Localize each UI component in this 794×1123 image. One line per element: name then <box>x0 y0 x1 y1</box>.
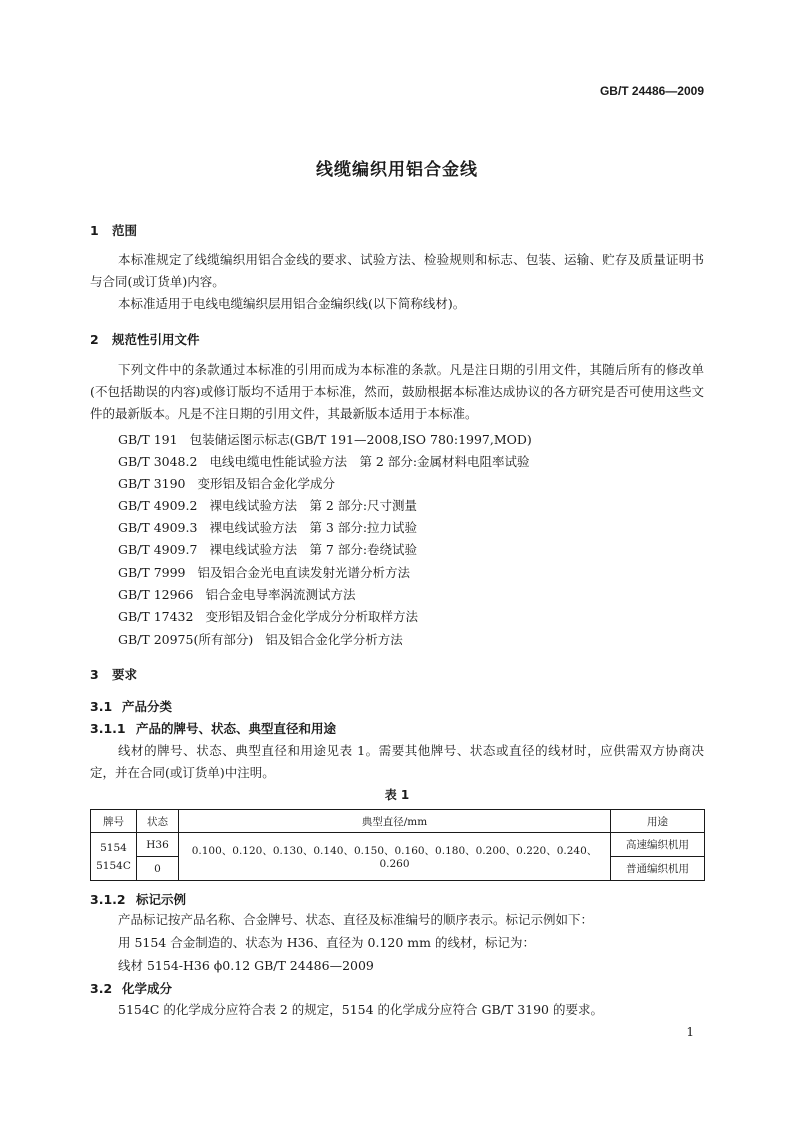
reference-title: 铝及铝合金化学分析方法 <box>265 632 403 647</box>
reference-item <box>118 496 417 514</box>
section-title: 标记示例 <box>136 892 187 907</box>
section-number: 3.1.2 <box>90 892 126 907</box>
section-title: 产品分类 <box>122 699 173 714</box>
table-header-cell: 牌号 <box>91 810 137 833</box>
section-title: 要求 <box>112 667 138 682</box>
reference-code: GB/T 12966 <box>118 587 194 602</box>
section-3-heading <box>90 665 137 683</box>
reference-code: GB/T 7999 <box>118 565 186 580</box>
table-row <box>91 833 705 857</box>
reference-item <box>118 452 530 470</box>
reference-item <box>118 474 335 492</box>
reference-title: 铝合金电导率涡流测试方法 <box>205 587 356 602</box>
table-1 <box>90 809 705 881</box>
reference-code: GB/T 3048.2 <box>118 454 198 469</box>
paragraph: 本标准规定了线缆编织用铝合金线的要求、试验方法、检验规则和标志、包装、运输、贮存及质量证明书与合同(或订货单)内容。 <box>90 252 704 289</box>
reference-code: GB/T 4909.7 <box>118 542 198 557</box>
reference-title: 包装储运图示标志(GB/T 191—2008,ISO 780:1997,MOD) <box>189 432 532 447</box>
section-title: 规范性引用文件 <box>112 332 200 347</box>
reference-item <box>118 430 532 448</box>
reference-code: GB/T 4909.3 <box>118 520 198 535</box>
reference-code: GB/T 4909.2 <box>118 498 198 513</box>
reference-item <box>118 607 418 625</box>
section-number: 3 <box>90 667 99 682</box>
paragraph: 下列文件中的条款通过本标准的引用而成为本标准的条款。凡是注日期的引用文件，其随后所有的修改单(不包括勘误的内容)或修订版均不适用于本标准，然而，鼓励根据本标准达成协议的各方研究是否可使用这些文件的最新版本。凡是不注日期的引用文件，其最新版本适用于本标准。 <box>90 362 704 421</box>
table-cell-diameters: 0.100、0.120、0.130、0.140、0.150、0.160、0.180、0.200、0.220、0.240、0.260 <box>179 833 611 881</box>
paragraph: 本标准适用于电线电缆编织层用铝合金编织线(以下简称线材)。 <box>118 296 466 311</box>
reference-title: 裸电线试验方法 第 7 部分:卷绕试验 <box>209 542 418 557</box>
table-cell-temper: 0 <box>137 857 179 881</box>
page-number: 1 <box>686 1025 694 1039</box>
section-2-heading <box>90 330 200 348</box>
table-cell-temper: H36 <box>137 833 179 857</box>
reference-code: GB/T 20975(所有部分) <box>118 632 254 647</box>
section-title: 产品的牌号、状态、典型直径和用途 <box>136 721 337 736</box>
table-header-cell: 用途 <box>611 810 705 833</box>
standard-code: GB/T 24486—2009 <box>599 84 704 98</box>
table-header-cell: 典型直径/mm <box>179 810 611 833</box>
reference-code: GB/T 3190 <box>118 476 186 491</box>
marking-example: 线材 5154-H36 ϕ0.12 GB/T 24486—2009 <box>118 958 374 973</box>
reference-title: 电线电缆电性能试验方法 第 2 部分:金属材料电阻率试验 <box>209 454 530 469</box>
paragraph: 用 5154 合金制造的、状态为 H36、直径为 0.120 mm 的线材，标记为： <box>118 935 535 950</box>
section-3-1-1-heading <box>90 719 336 737</box>
section-3-2-heading <box>90 979 172 997</box>
reference-item <box>118 563 410 581</box>
section-number: 3.2 <box>90 981 113 996</box>
paragraph: 产品标记按产品名称、合金牌号、状态、直径及标准编号的顺序表示。标记示例如下： <box>118 912 594 927</box>
reference-title: 变形铝及铝合金化学成分分析取样方法 <box>205 609 418 624</box>
document-title: 线缆编织用铝合金线 <box>316 160 478 180</box>
table-cell-use: 高速编织机用 <box>611 833 705 857</box>
section-3-1-heading <box>90 697 172 715</box>
paragraph: 线材的牌号、状态、典型直径和用途见表 1。需要其他牌号、状态或直径的线材时，应供需双方协商决定，并在合同(或订货单)中注明。 <box>90 743 704 780</box>
section-number: 1 <box>90 223 99 238</box>
reference-title: 裸电线试验方法 第 3 部分:拉力试验 <box>209 520 418 535</box>
reference-title: 铝及铝合金光电直读发射光谱分析方法 <box>197 565 411 580</box>
reference-item <box>118 585 355 603</box>
reference-item <box>118 518 417 536</box>
section-3-1-2-heading <box>90 890 186 908</box>
reference-item <box>118 630 403 648</box>
section-number: 2 <box>90 332 99 347</box>
reference-code: GB/T 191 <box>118 432 178 447</box>
section-1-heading <box>90 221 137 239</box>
table-header-row <box>91 810 705 833</box>
paragraph: 5154C 的化学成分应符合表 2 的规定，5154 的化学成分应符合 GB/T 3190 的要求。 <box>118 1002 603 1017</box>
section-number: 3.1 <box>90 699 113 714</box>
section-title: 范围 <box>112 223 138 238</box>
reference-item <box>118 540 417 558</box>
reference-code: GB/T 17432 <box>118 609 194 624</box>
table-cell-grade: 5154 5154C <box>91 833 137 881</box>
reference-title: 裸电线试验方法 第 2 部分:尺寸测量 <box>209 498 418 513</box>
reference-title: 变形铝及铝合金化学成分 <box>197 476 336 491</box>
table-cell-use: 普通编织机用 <box>611 857 705 881</box>
section-title: 化学成分 <box>122 981 173 996</box>
section-number: 3.1.1 <box>90 721 126 736</box>
table-header-cell: 状态 <box>137 810 179 833</box>
table-caption: 表 1 <box>384 788 410 802</box>
